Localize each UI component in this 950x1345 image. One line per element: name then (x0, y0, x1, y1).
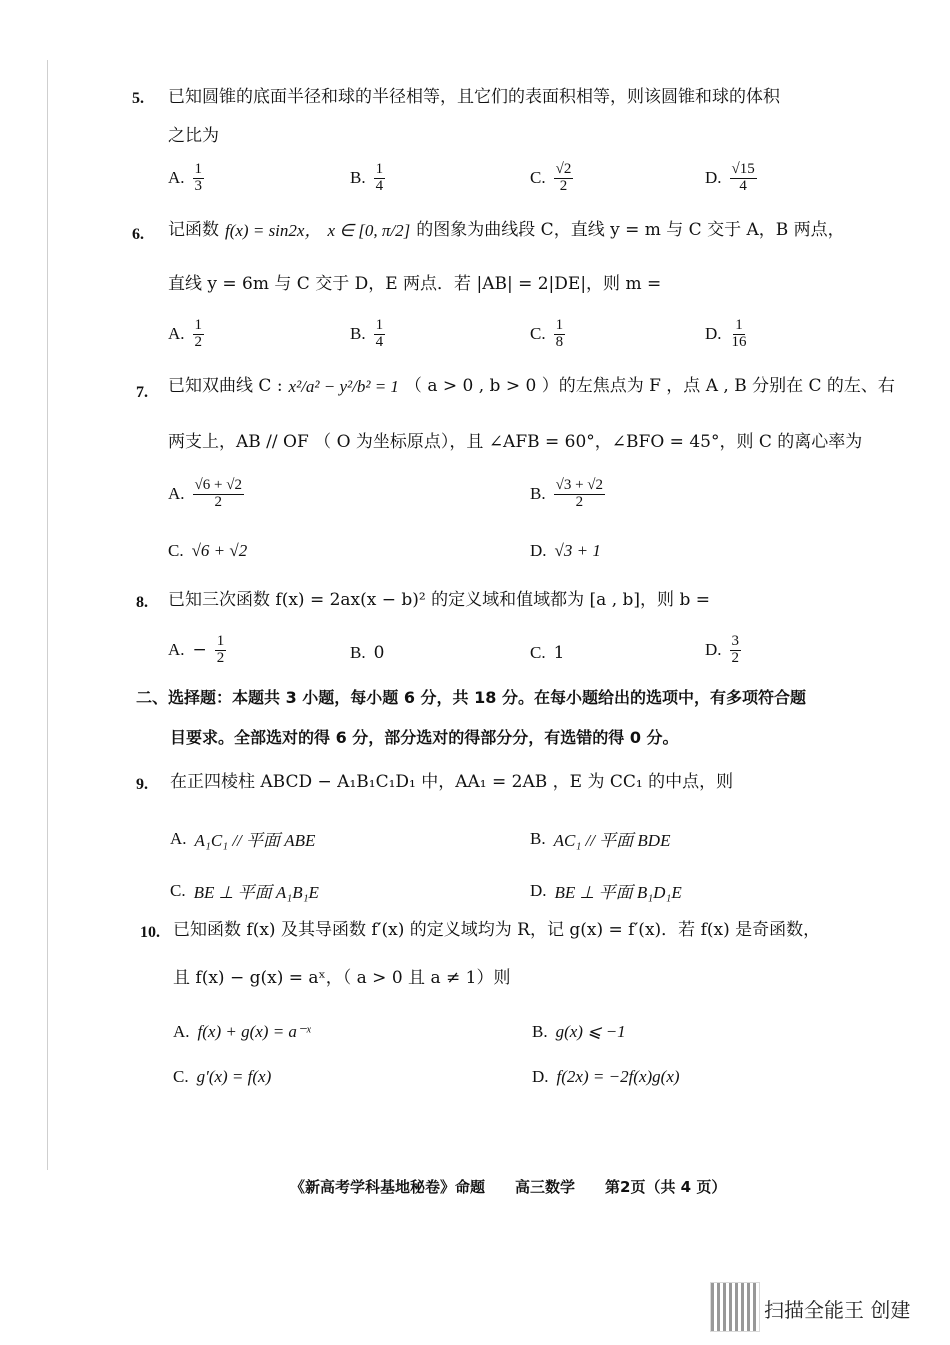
q7-option-d[interactable]: D. √3 + 1 (530, 541, 601, 560)
q10-option-d[interactable]: D. f(2x) = −2f(x)g(x) (532, 1067, 680, 1086)
q10-stem-line1: 已知函数 f(x) 及其导函数 f′(x) 的定义域均为 R，记 g(x) = f′(x)．若 f(x) 是奇函数， (173, 920, 821, 940)
fraction: $\frac{3}{2}$ (731, 633, 740, 666)
q6-number: 6. (132, 226, 144, 243)
q5-number: 5. (132, 90, 144, 107)
fraction: $\frac{1}{4}$ (375, 317, 384, 350)
fraction: $\frac{1}{16}$ (731, 317, 747, 350)
q6-option-c[interactable]: C. $\frac{1}{8}$ (530, 317, 564, 350)
q7-option-c[interactable]: C. √6 + √2 (168, 541, 248, 560)
q9-option-b[interactable]: B. AC₁ // 平面 BDE (530, 828, 671, 850)
fraction: $\frac{√15}{4}$ (731, 161, 755, 194)
fraction: $\frac{√6 + √2}{2}$ (194, 477, 242, 510)
q5-stem-line2: 之比为 (168, 126, 219, 146)
q6-option-b[interactable]: B. $\frac{1}{4}$ (350, 317, 384, 350)
q7-number: 7. (136, 384, 148, 401)
q9-stem-line1: 在正四棱柱 ABCD − A₁B₁C₁D₁ 中，AA₁ = 2AB ，E 为 CC₁ 的中点，则 (170, 772, 734, 792)
scan-edge-line (47, 60, 48, 1170)
q5-option-c[interactable]: C. $\frac{√2}{2}$ (530, 161, 572, 194)
q8-option-d[interactable]: D. $\frac{3}{2}$ (705, 633, 740, 666)
q7-option-a[interactable]: A. $\frac{√6 + √2}{2}$ (168, 477, 242, 510)
q5-option-b[interactable]: B. $\frac{1}{4}$ (350, 161, 384, 194)
q6-option-d[interactable]: D. $\frac{1}{16}$ (705, 317, 747, 350)
q10-option-a[interactable]: A. f(x) + g(x) = a⁻ˣ (173, 1022, 311, 1041)
q8-option-b[interactable]: B. 0 (350, 643, 385, 663)
q8-option-a[interactable]: A. − $\frac{1}{2}$ (168, 633, 225, 666)
page-footer: 《新高考学科基地秘卷》命题 高三数学 第2页（共 4 页） (290, 1178, 727, 1196)
fraction: $\frac{√2}{2}$ (555, 161, 572, 194)
q7-stem-line2: 两支上，AB // OF （ O 为坐标原点），且 ∠AFB = 60°，∠BFO = 45°，则 C 的离心率为 (168, 432, 863, 452)
q7-stem-line1: 已知双曲线 C : x²/a² − y²/b² = 1 （ a > 0 , b > 0 ）的左焦点为 F ，点 A , B 分别在 C 的左、右 (168, 376, 895, 396)
q6-stem-line1: 记函数 f(x) = sin2x， x ∈ [0, π/2] 的图象为曲线段 C，直线 y = m 与 C 交于 A，B 两点， (168, 220, 845, 240)
fraction: $\frac{1}{8}$ (555, 317, 564, 350)
q7-option-b[interactable]: B. $\frac{√3 + √2}{2}$ (530, 477, 604, 510)
section2-instruction-line1: 二、选择题：本题共 3 小题，每小题 6 分，共 18 分。在每小题给出的选项中，有多项符合题 (136, 688, 806, 707)
q8-option-c[interactable]: C. 1 (530, 643, 565, 663)
fraction: $\frac{1}{4}$ (375, 161, 384, 194)
q5-option-d[interactable]: D. $\frac{√15}{4}$ (705, 161, 755, 194)
q5-option-a[interactable]: A. $\frac{1}{3}$ (168, 161, 203, 194)
q5-stem-line1: 已知圆锥的底面半径和球的半径相等，且它们的表面积相等，则该圆锥和球的体积 (168, 87, 780, 107)
section2-instruction-line2: 目要求。全部选对的得 6 分，部分选对的得部分分，有选错的得 0 分。 (170, 728, 679, 747)
q8-number: 8. (136, 594, 148, 611)
q8-stem-line1: 已知三次函数 f(x) = 2ax(x − b)² 的定义域和值域都为 [a , b]，则 b = (168, 590, 710, 610)
q6-stem-line2: 直线 y = 6m 与 C 交于 D，E 两点．若 |AB| = 2|DE|，则 m = (168, 274, 662, 294)
q9-option-d[interactable]: D. BE ⊥ 平面 B₁D₁E (530, 880, 682, 902)
q6-option-a[interactable]: A. $\frac{1}{2}$ (168, 317, 203, 350)
scanner-watermark: 扫描全能王 创建 (764, 1298, 911, 1322)
q10-option-b[interactable]: B. g(x) ⩽ −1 (532, 1022, 626, 1041)
q9-option-c[interactable]: C. BE ⊥ 平面 A₁B₁E (170, 880, 319, 902)
q10-number: 10. (140, 924, 160, 941)
fraction: $\frac{1}{3}$ (194, 161, 203, 194)
fraction: $\frac{√3 + √2}{2}$ (555, 477, 604, 510)
q10-option-c[interactable]: C. g′(x) = f(x) (173, 1067, 272, 1086)
fraction: $\frac{1}{2}$ (194, 317, 203, 350)
fraction: $\frac{1}{2}$ (216, 633, 225, 666)
qr-code-icon (710, 1282, 760, 1332)
q9-number: 9. (136, 776, 148, 793)
q10-stem-line2: 且 f(x) − g(x) = aˣ，（ a > 0 且 a ≠ 1）则 (173, 968, 511, 988)
q9-option-a[interactable]: A. A₁C₁ // 平面 ABE (170, 828, 316, 850)
